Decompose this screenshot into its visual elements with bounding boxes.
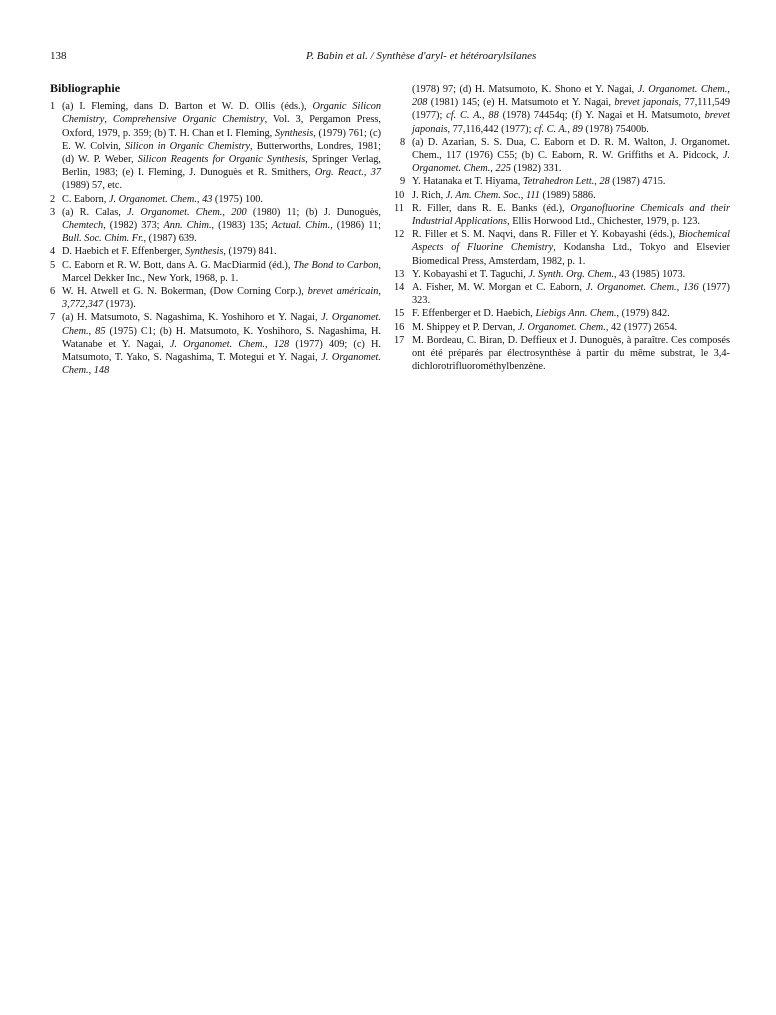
reference-number: 9 [400,176,406,188]
reference-item [50,245,381,258]
reference-text-run: , [567,123,573,135]
reference-text-run: Org. React. [314,167,364,179]
reference-text-run: , (1979) 761; (c) E. W. Colvin, [62,127,382,152]
reference-text-run: Comprehensive Organic Chemistry [112,114,265,126]
reference-text-run: J. Organomet. Chem. [62,352,381,377]
reference-text-run: cf. C. A. [446,110,482,122]
reference-text-run: , [490,163,496,175]
reference-number: 17 [394,334,405,346]
reference-text-run: M. Bordeau, C. Biran, D. Deffieux et J. Dunoguès, à paraître. Ces composés ont été préparés par électrosynthèse à partir du même substrat, le 3,4-dichlorotrifluorométhylbenzène. [412,334,730,373]
reference-text-run: cf. C. A. [534,123,568,135]
reference-item [394,321,730,334]
reference-number: 3 [50,206,56,218]
reference-text-run: R. Filler et S. M. Naqvi, dans R. Filler et Y. Kobayashi (éds.), [412,229,679,241]
reference-text-run: J. Organomet. Chem. [108,193,197,205]
reference-list-right [394,136,730,374]
reference-text-run: brevet américain [307,286,379,298]
section-title: Bibliographie [50,81,121,95]
reference-text-run: J. Organomet. Chem. [169,338,265,350]
reference-list-left [50,100,381,377]
reference-text-run: (1987) 4715. [609,176,666,188]
reference-text-run: , (1979) 841. [223,246,277,258]
reference-text-run: , [363,167,371,179]
reference-item [50,193,381,206]
reference-text-run: 200 [231,206,247,218]
reference-text-run: C. Eaborn et R. W. Bott, dans A. G. MacDiarmid (éd.), [62,259,294,271]
reference-number: 8 [400,136,406,148]
reference-text-run: 225 [495,163,511,175]
reference-item [394,307,730,320]
reference-item [394,268,730,281]
reference-text-run: , [378,286,381,298]
reference-text-run: , Kodansha Ltd., Tokyo and Elsevier Biomedical Press, Amsterdam, 1982, p. 1. [412,242,730,267]
reference-text-run: Y. Hatanaka et T. Hiyama, [412,176,523,188]
reference-number: 15 [394,308,405,320]
reference-text-run: , Ellis Horwood Ltd., Chichester, 1979, p. 123. [507,216,700,228]
reference-text-run: brevet japonais [412,110,731,135]
reference-text-run: , [88,365,94,377]
reference-text-run: J. Synth. Org. Chem. [528,268,615,280]
reference-text-run: , [196,193,203,205]
reference-text-run: , [520,189,526,201]
reference-text-run: M. Shippey et P. Dervan, [412,321,518,333]
reference-body [412,189,730,202]
reference-text-run: , [482,110,489,122]
reference-text-run: Organofluorine Chemicals and their Industrial Applications [412,202,730,228]
reference-item [394,228,730,268]
reference-number: 2 [50,193,56,205]
reference-number: 10 [394,189,405,201]
reference-text-run: brevet japonais [614,97,679,109]
reference-text-run: (1989) 57, etc. [62,180,123,192]
reference-text-run: 148 [93,365,110,377]
reference-body [412,175,730,188]
reference-text-run: (1978) 97; (d) H. Matsumoto, K. Shono et Y. Nagai, [412,84,638,95]
reference-item [50,285,381,311]
reference-text-run: Synthesis [274,127,314,139]
reference-text-run: J. Organomet. Chem. [62,312,381,337]
reference-text-run: Y. Kobayashi et T. Taguchi, [412,268,529,280]
reference-text-run: (a) R. Calas, [62,206,128,218]
reference-body [62,245,381,258]
reference-text-run: , 77,111,549 (1977); [412,97,730,122]
reference-text-run: , Butterworths, Londres, 1981; (d) W. P. Weber, [62,140,381,166]
reference-text-run: Liebigs Ann. Chem. [535,308,617,320]
reference-item [50,311,381,377]
reference-body [412,281,730,307]
reference-number: 4 [50,246,56,258]
reference-body [62,259,381,285]
reference-text-run: Ann. Chim. [163,220,212,232]
reference-body [412,334,730,374]
reference-text-run: (1978) 74454q; (f) Y. Nagai et H. Matsumoto, [498,110,705,122]
reference-number: 6 [50,286,56,298]
page-header [50,50,730,66]
reference-body [412,307,730,320]
reference-text-run: The Bond to Carbon [293,259,379,271]
reference-item [400,136,730,176]
reference-text-run: 128 [273,338,290,350]
reference-text-run: Bull. Soc. Chim. Fr. [62,233,144,245]
reference-text-run: 208 [412,97,428,109]
reference-text-run: (1977) 323. [412,282,730,307]
reference-text-run: Synthesis [185,246,224,258]
reference-text-run: 85 [95,325,106,337]
reference-number: 5 [50,259,56,271]
reference-text-run: (1975) C1; (b) H. Matsumoto, K. Yoshihoro, S. Nagashima, H. Watanabe et Y. Nagai, [62,325,381,350]
reference-text-run: Silicon in Organic Chemistry [124,140,251,152]
reference-text-run: , (1983) 135; [211,220,272,232]
reference-body [62,285,381,311]
reference-text-run: , [104,114,113,126]
reference-text-run: Actual. Chim. [271,220,331,232]
reference-text-run: J. Organomet. Chem. [585,282,677,294]
reference-item [50,100,381,192]
reference-text-run: (a) I. Fleming, dans D. Barton et W. D. Ollis (éds.), [62,101,313,113]
reference-text-run: , Springer Verlag, Berlin, 1983; (e) I. Fleming, J. Dunoguès et R. Smithers, [62,154,381,179]
reference-text-run: (1975) 100. [212,193,263,205]
left-column [50,81,382,377]
reference-text-run: (a) H. Matsumoto, S. Nagashima, K. Yoshihoro et Y. Nagai, [62,312,322,324]
running-head: P. Babin et al. / Synthèse d'aryl- et hétéroarylsilanes [306,50,537,62]
reference-text-run: 28 [599,176,610,188]
reference-body [62,206,381,246]
reference-body [412,321,730,334]
reference-text-run: J. Organomet. Chem. [412,150,730,175]
reference-text-run: J. Rich, [412,189,446,201]
reference-body [62,311,381,377]
reference-item [394,202,730,228]
reference-text-run: 89 [572,123,583,135]
reference-number: 1 [50,101,56,113]
reference-text-run: Biochemical Aspects of Fluorine Chemistry [412,229,730,254]
reference-item [50,206,381,246]
reference-text-run: Silicon Reagents for Organic Synthesis [137,154,306,166]
reference-text-run: F. Effenberger et D. Haebich, [412,308,536,320]
reference-text-run: 3,772,347 [62,299,104,311]
reference-number: 16 [394,321,405,333]
reference-text-run: D. Haebich et F. Effenberger, [62,246,186,258]
reference-text-run: , (1986) 11; [330,220,381,232]
reference-number: 12 [394,229,405,241]
reference-item [394,189,730,202]
reference-body [412,268,730,281]
reference-text-run: J. Organomet. Chem. [637,84,728,95]
reference-body [412,228,730,268]
reference-item [394,334,730,374]
reference-text-run: , Vol. 3, Pergamon Press, Oxford, 1979, p. 359; (b) T. H. Chan et I. Fleming, [62,114,381,139]
reference-text-run: W. H. Atwell et G. N. Bokerman, (Dow Corning Corp.), [62,286,308,298]
reference-number: 11 [394,202,404,214]
reference-text-run: 111 [525,189,540,201]
reference-text-run: J. Organomet. Chem. [517,321,606,333]
reference-text-run: , [88,325,96,337]
reference-text-run: (1989) 5886. [539,189,596,201]
reference-text-run: (1978) 75400b. [582,123,649,135]
reference-body [62,193,381,206]
page-number: 138 [50,50,67,62]
reference-text-run: A. Fisher, M. W. Morgan et C. Eaborn, [412,282,586,294]
reference-item [400,175,730,188]
reference-text-run: , [676,282,684,294]
reference-text-run: , [594,176,600,188]
reference-text-run: 37 [370,167,381,179]
reference-text-run: R. Filler, dans R. E. Banks (éd.), [412,202,571,214]
reference-text-run: , [265,338,274,350]
reference-text-run: , (1987) 639. [143,233,197,245]
reference-text-run: 136 [683,282,699,294]
reference-number: 7 [50,312,56,324]
reference-text-run: (1977) 409; (c) H. Matsumoto, T. Yako, S. Nagashima, T. Motegui et Y. Nagai, [62,338,381,364]
reference-body [412,202,730,228]
reference-text-run: , 77,116,442 (1977); [447,123,535,135]
reference-text-run: , (1979) 842. [616,308,670,320]
reference-text-run: J. Am. Chem. Soc. [445,189,521,201]
reference-body [62,100,381,192]
reference-text-run: Chemtech [62,220,104,232]
reference-text-run: , [727,84,730,95]
reference-item [394,281,730,307]
reference-text-run: , Marcel Dekker Inc., New York, 1968, p. 1. [62,259,381,284]
reference-text-run: J. Organomet. Chem. [127,206,223,218]
reference-text-run: Tetrahedron Lett. [522,176,595,188]
reference-text-run: (1973). [103,299,136,311]
reference-text-run: 88 [488,110,499,122]
right-column [394,83,731,373]
reference-number: 14 [394,282,405,294]
reference-text-run: , 43 (1985) 1073. [614,268,686,280]
reference-number: 13 [394,268,405,280]
reference-text-run: , [222,206,232,218]
reference-text-run: (1981) 145; (e) H. Matsumoto et Y. Nagai, [427,97,615,109]
reference-text-run: , 42 (1977) 2654. [605,321,678,333]
reference-text-run: (1982) 331. [510,163,562,175]
reference-text-run: Organic Silicon Chemistry [62,101,381,126]
reference-7-continuation [400,83,730,136]
reference-text-run: , (1982) 373; [103,220,164,232]
reference-item [50,259,381,285]
reference-body [412,136,730,176]
reference-text-run: C. Eaborn, [62,193,109,205]
reference-text-run: 43 [202,193,213,205]
reference-text-run: (a) D. Azarian, S. S. Dua, C. Eaborn et D. R. M. Walton, J. Organomet. Chem., 117 (1976) C55; (b) C. Eaborn, R. W. Griffiths et A. Pidcock, [412,136,730,162]
reference-text-run: (1980) 11; (b) J. Dunoguès, [246,206,381,218]
